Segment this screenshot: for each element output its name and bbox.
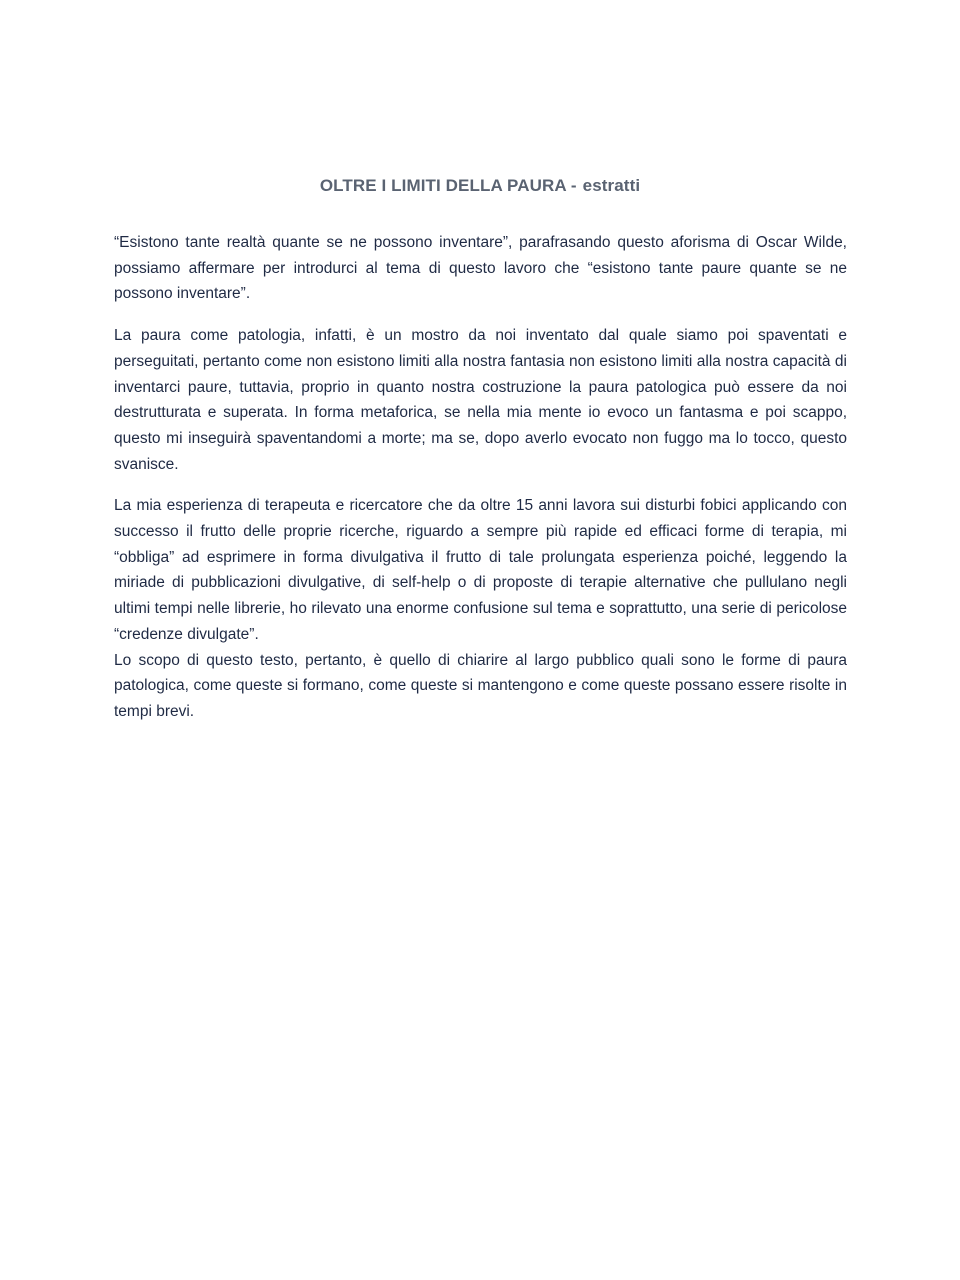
paragraph-1: “Esistono tante realtà quante se ne possono inventare”, parafrasando questo aforisma di Oscar Wilde, possiamo affermare per introdurci al tema di questo lavoro che “esistono tante paure quante se ne possono inventare”. — [114, 234, 847, 303]
paragraph-2: La paura come patologia, infatti, è un mostro da noi inventato dal quale siamo poi spaventati e perseguitati, pertanto come non esistono limiti alla nostra fantasia non esistono limiti alla nostra capacità di inventarci paure, tuttavia, proprio in quanto nostra costruzione la paura patologica può essere da noi destrutturata e superata. In forma metaforica, se nella mia mente io evoco un fantasma e poi scappo, questo mi inseguirà spaventandomi a morte; ma se, dopo averlo evocato non fuggo ma lo tocco, questo svanisce. — [114, 327, 847, 473]
paragraph-3: La mia esperienza di terapeuta e ricercatore che da oltre 15 anni lavora sui disturbi fobici applicando con successo il frutto delle proprie ricerche, riguardo a sempre più rapide ed efficaci forme di terapia, mi “obbliga” ad esprimere in forma divulgativa il frutto di tale prolungata esperienza poiché, leggendo la miriade di pubblicazioni divulgative, di self-help o di proposte di terapie alternative che pullulano negli ultimi tempi nelle librerie, ho rilevato una enorme confusione sul tema e soprattutto, una serie di pericolose “credenze divulgate”. — [114, 497, 847, 643]
document-title — [0, 176, 960, 196]
title-main: OLTRE I LIMITI DELLA PAURA - — [319, 176, 577, 195]
document-body — [114, 230, 847, 741]
title-subtitle: estratti — [582, 176, 641, 195]
paragraph-4: Lo scopo di questo testo, pertanto, è quello di chiarire al largo pubblico quali sono le forme di paura patologica, come queste si formano, come queste si mantengono e come queste possano essere risolte in tempi brevi. — [114, 651, 847, 720]
